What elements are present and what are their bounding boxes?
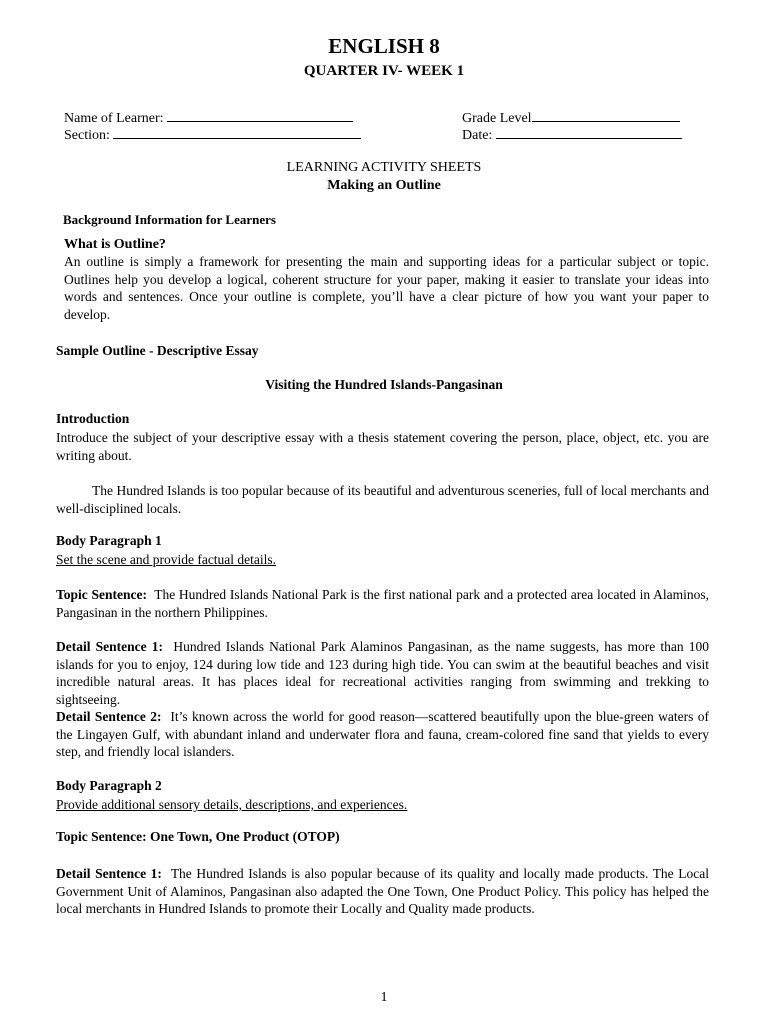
grade-field	[462, 110, 680, 127]
page-title: ENGLISH 8	[328, 34, 440, 58]
background-paragraph: An outline is simply a framework for presenting the main and supporting ideas for a particular subject or topic. Outlines help you develop a logical, coherent structure for your paper, making it easier to translate your ideas into words and sentences. Once your outline is complete, you’ll have a clear picture of how you want your paper to develop.	[64, 254, 709, 322]
introduction-heading: Introduction	[56, 411, 130, 426]
grade-label: Grade Level	[462, 111, 532, 126]
page-subtitle: QUARTER IV- WEEK 1	[303, 63, 465, 79]
body-paragraph-1-heading: Body Paragraph 1	[56, 533, 162, 548]
section-label: Section:	[64, 128, 110, 143]
name-blank[interactable]	[167, 110, 353, 122]
essay-title: Visiting the Hundred Islands-Pangasinan	[265, 377, 503, 392]
body-2-detail-sentence-1-text: The Hundred Islands is also popular because of its quality and locally made products. The Local Government Unit of Alaminos, Pangasinan also adapted the One Town, One Product Policy. This policy has helped the local merchants in Hundred Islands to promote their Locally and Quality made products.	[56, 866, 709, 916]
introduction-instruction: Introduce the subject of your descriptive essay with a thesis statement covering the person, place, object, etc. you are writing about.	[56, 430, 709, 463]
page-number: 1	[380, 990, 388, 1005]
date-label: Date:	[462, 128, 493, 143]
detail-sentence-1-label: Detail Sentence 1:	[56, 639, 164, 654]
sample-outline-heading: Sample Outline - Descriptive Essay	[56, 343, 259, 358]
body-paragraph-1-instruction: Set the scene and provide factual details.	[56, 552, 277, 567]
body-paragraph-2-heading: Body Paragraph 2	[56, 778, 162, 793]
body-2-detail-sentence-1	[56, 865, 709, 918]
body-1-detail-sentence-1	[56, 638, 709, 708]
thesis-statement: The Hundred Islands is too popular because of its beautiful and adventurous sceneries, full of local merchants and well-disciplined locals.	[56, 483, 709, 516]
sheet-topic: Making an Outline	[327, 178, 441, 193]
name-field	[64, 110, 353, 127]
detail-sentence-1-text: Hundred Islands National Park Alaminos Pangasinan, as the name suggests, has more than 100 islands for you to enjoy, 124 during low tide and 123 during high tide. You can swim at the beautiful beaches and visit incredible natural areas. It has places ideal for recreational activities ranging from swimming and trekking to sightseeing.	[56, 639, 709, 707]
section-field	[64, 127, 361, 144]
detail-sentence-2-text: It’s known across the world for good reason—scattered beautifully upon the blue-green waters of the Lingayen Gulf, with abundant inland and underwater flora and fauna, cream-colored fine sand that yields to every step, and friendly local islanders.	[56, 709, 710, 759]
grade-blank[interactable]	[532, 110, 680, 122]
body-1-topic-sentence	[56, 586, 709, 621]
section-blank[interactable]	[113, 127, 361, 139]
topic-sentence-label: Topic Sentence:	[56, 587, 147, 602]
date-blank[interactable]	[496, 127, 682, 139]
body-1-detail-sentence-2	[56, 708, 709, 761]
detail-sentence-2-label: Detail Sentence 2:	[56, 709, 162, 724]
background-heading: Background Information for Learners	[63, 212, 276, 227]
body-2-topic-sentence: Topic Sentence: One Town, One Product (OTOP)	[56, 829, 340, 844]
date-field	[462, 127, 682, 144]
body-2-detail-sentence-1-label: Detail Sentence 1:	[56, 866, 162, 881]
topic-sentence-text: The Hundred Islands National Park is the first national park and a protected area located in Alaminos, Pangasinan in the northern Philippines.	[56, 587, 710, 620]
name-label: Name of Learner:	[64, 111, 164, 126]
sheet-kind: LEARNING ACTIVITY SHEETS	[286, 160, 482, 175]
body-paragraph-2-instruction: Provide additional sensory details, descriptions, and experiences.	[56, 797, 408, 812]
what-is-outline-heading: What is Outline?	[64, 237, 166, 252]
